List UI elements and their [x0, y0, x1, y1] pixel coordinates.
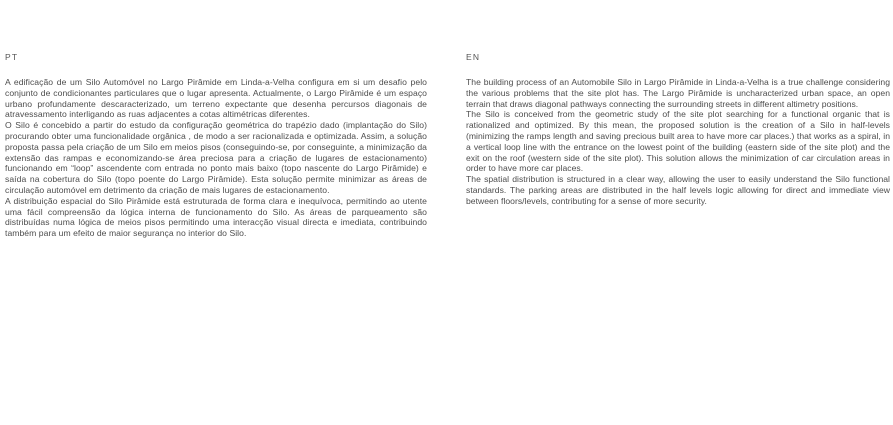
portuguese-column [5, 52, 427, 239]
language-label-en: EN [466, 52, 481, 62]
en-paragraph-2: The Silo is conceived from the geometric study of the site plot searching for a functional organic that is rationalized and optimized. By this mean, the proposed solution is the creation of a Silo in half-levels (minimizing the ramps length and saving precious built area to have more car places.) that works as a spiral, in a vertical loop line with the entrance on the lowest point of the building (eastern side of the site plot) and the exit on the roof (western side of the site plot). This solution allows the minimization of car circulation areas in order to have more car places. [466, 109, 890, 174]
english-column [466, 52, 890, 207]
pt-paragraph-3: A distribuição espacial do Silo Pirâmide está estruturada de forma clara e inequívoca, permitindo ao utente uma fácil compreensão da lógica interna de funcionamento do Silo. As áreas de parqueamento são distribuídas numa lógica de meios pisos permitindo uma interacção visual directa e imediata, contribuindo também para um efeito de maior segurança no interior do Silo. [5, 195, 427, 239]
en-paragraph-1: The building process of an Automobile Silo in Largo Pirâmide in Linda-a-Velha is a true challenge considering the various problems that the site plot has. The Largo Pirâmide is uncharacterized urban space, an open terrain that draws diagonal pathways connecting the surrounding streets in different altimetry positions. [466, 77, 890, 109]
language-label-pt: PT [5, 52, 19, 62]
pt-paragraph-2: O Silo é concebido a partir do estudo da configuração geométrica do trapézio dado (implantação do Silo) procurando obter uma funcionalidade orgânica , de modo a ser racionalizada e optimizada. Assim, a solução proposta passa pela criação de um Silo em meios pisos (conseguindo-se, por conseguinte, a minimização da extensão das rampas e economizando-se área preciosa para a criação de lugares de estacionamento) funcionando em “loop” ascendente com entrada no ponto mais baixo (topo nascente do Largo Pirâmide) e saída na cobertura do Silo (topo poente do Largo Pirâmide). Esta solução permite minimizar as áreas de circulação automóvel em detrimento da criação de mais lugares de estacionamento. [5, 120, 427, 195]
pt-paragraph-1: A edificação de um Silo Automóvel no Largo Pirâmide em Linda-a-Velha configura em si um desafio pelo conjunto de condicionantes particulares que o lugar apresenta. Actualmente, o Largo Pirâmide é um espaço urbano profundamente descaracterizado, um terreno expectante que desenha percursos diagonais de atravessamento interligando as ruas adjacentes a cotas altimétricas diferentes. [5, 77, 427, 120]
en-paragraph-3: The spatial distribution is structured in a clear way, allowing the user to easily understand the Silo functional standards. The parking areas are distributed in the half levels logic allowing for direct and immediate view between floors/levels, contributing for a sense of more security. [466, 174, 890, 206]
